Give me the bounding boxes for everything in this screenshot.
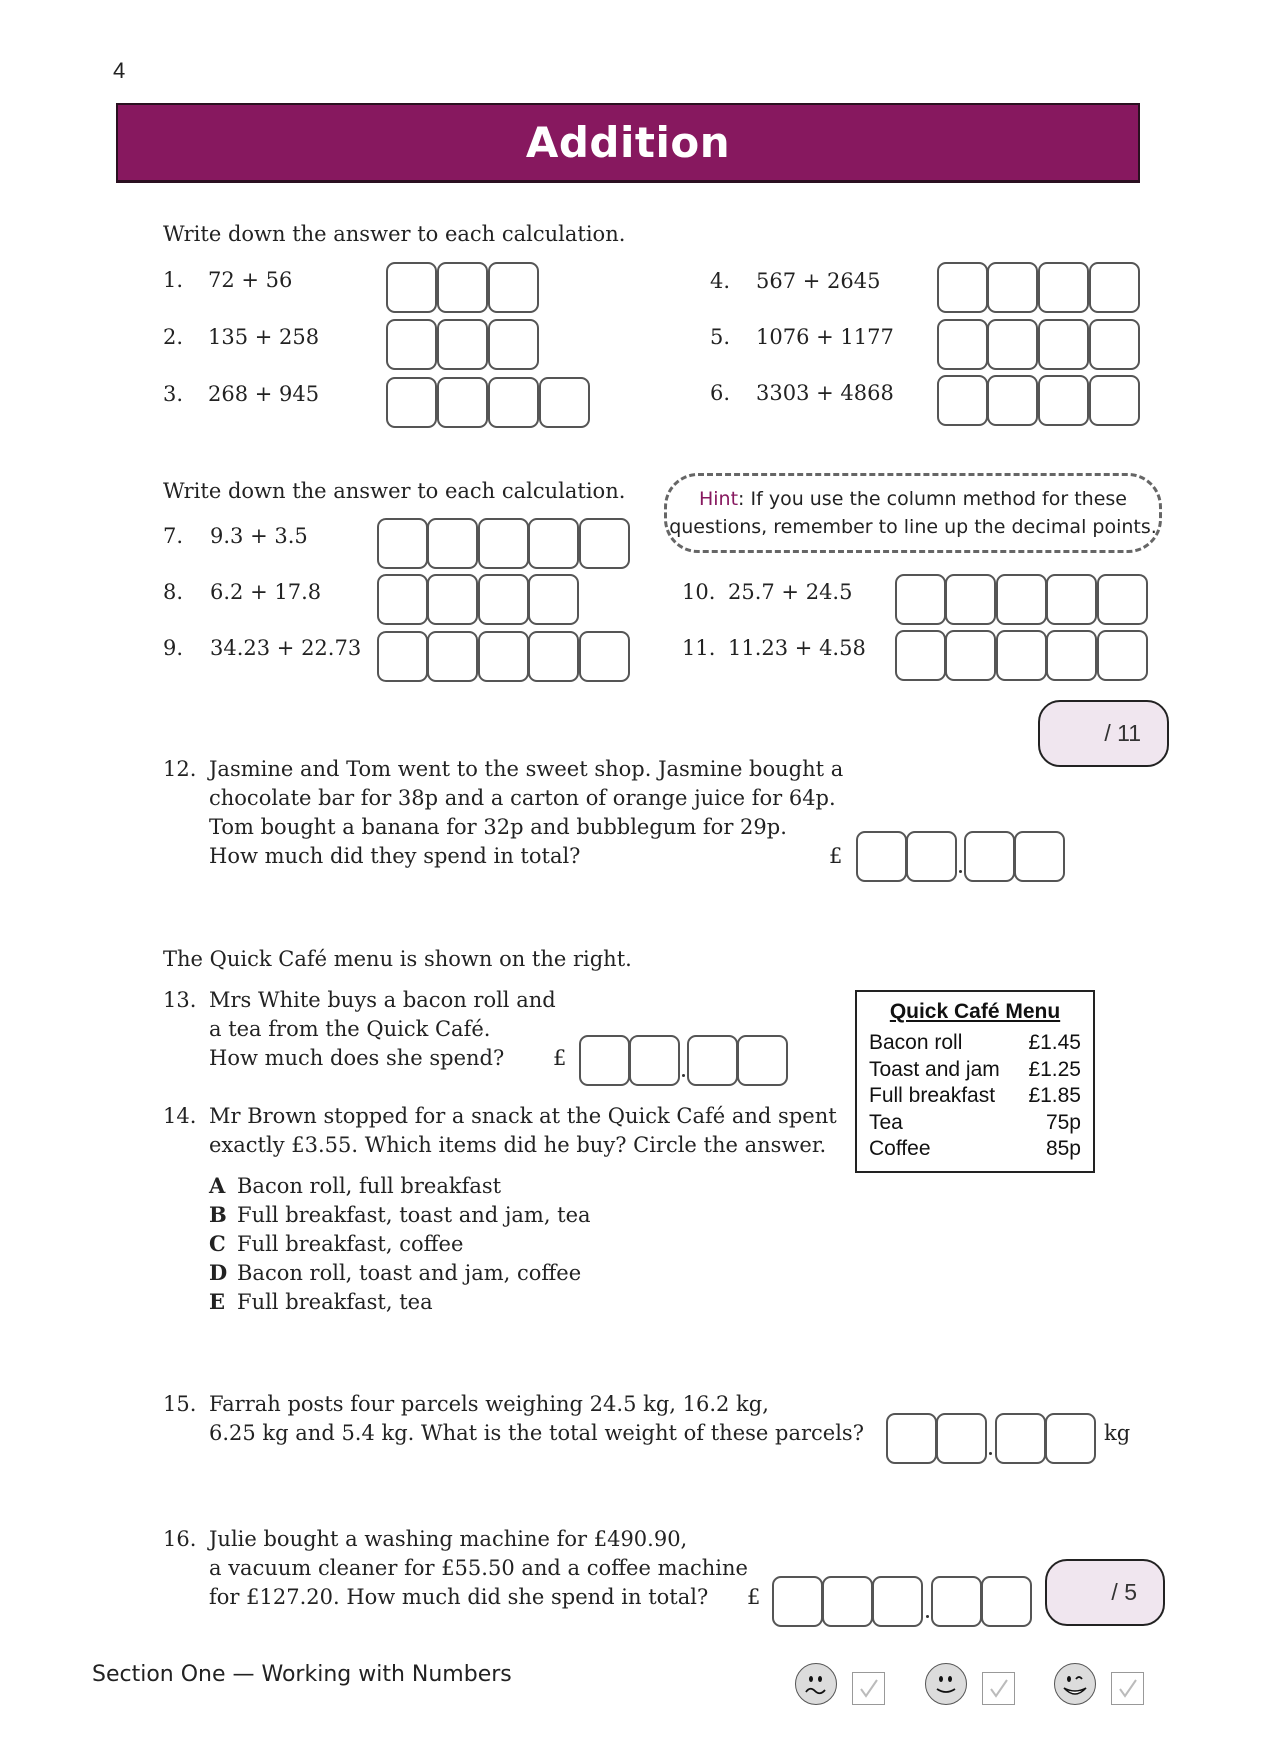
- q4-expression: 567 + 2645: [756, 269, 881, 293]
- check-icon: [853, 1673, 884, 1704]
- answer-box[interactable]: [579, 518, 630, 569]
- answer-box[interactable]: [579, 1035, 630, 1086]
- q10-number: 10.: [682, 580, 716, 604]
- q6-number: 6.: [710, 381, 731, 405]
- answer-box[interactable]: [1014, 831, 1065, 882]
- q14-option-b[interactable]: B Full breakfast, toast and jam, tea: [209, 1202, 591, 1227]
- score-label: / 11: [1104, 720, 1141, 746]
- answer-box[interactable]: [937, 375, 988, 426]
- smile-face-icon: [925, 1663, 967, 1705]
- section1-instruction: Write down the answer to each calculation.: [163, 222, 626, 246]
- q8-expression: 6.2 + 17.8: [210, 580, 322, 604]
- answer-box[interactable]: [895, 574, 946, 625]
- q16-currency: £: [747, 1585, 761, 1609]
- answer-box[interactable]: [1089, 262, 1140, 313]
- answer-box[interactable]: [1097, 574, 1148, 625]
- answer-box[interactable]: [772, 1576, 823, 1627]
- answer-box[interactable]: [488, 319, 539, 370]
- answer-box[interactable]: [488, 377, 539, 428]
- score-box-section1[interactable]: [1038, 700, 1169, 767]
- answer-box[interactable]: [488, 262, 539, 313]
- q11-expression: 11.23 + 4.58: [728, 636, 866, 660]
- answer-box[interactable]: [1038, 262, 1089, 313]
- decimal-point: [959, 870, 962, 873]
- q5-number: 5.: [710, 325, 731, 349]
- worried-face-icon: [795, 1663, 837, 1705]
- answer-box[interactable]: [1046, 574, 1097, 625]
- q7-expression: 9.3 + 3.5: [210, 524, 308, 548]
- answer-box[interactable]: [528, 574, 579, 625]
- answer-box[interactable]: [945, 574, 996, 625]
- q11-number: 11.: [682, 636, 716, 660]
- hint-box: [664, 473, 1162, 553]
- answer-box[interactable]: [995, 1413, 1046, 1464]
- answer-box[interactable]: [1038, 319, 1089, 370]
- answer-box[interactable]: [427, 574, 478, 625]
- q12-line-2: chocolate bar for 38p and a carton of orange juice for 64p.: [209, 786, 836, 810]
- answer-box[interactable]: [629, 1035, 680, 1086]
- answer-box[interactable]: [579, 631, 630, 682]
- answer-box[interactable]: [996, 574, 1047, 625]
- q6-expression: 3303 + 4868: [756, 381, 894, 405]
- q1-expression: 72 + 56: [208, 268, 293, 292]
- q14-option-e[interactable]: E Full breakfast, tea: [209, 1289, 433, 1314]
- score-label: / 5: [1111, 1579, 1137, 1605]
- decimal-point: [926, 1615, 929, 1618]
- answer-box[interactable]: [987, 319, 1038, 370]
- cafe-menu: [855, 990, 1095, 1173]
- answer-box[interactable]: [895, 630, 946, 681]
- q16-line-2: a vacuum cleaner for £55.50 and a coffee machine: [209, 1556, 748, 1580]
- cafe-intro: The Quick Café menu is shown on the right.: [163, 947, 632, 971]
- answer-box[interactable]: [478, 631, 529, 682]
- answer-box[interactable]: [386, 377, 437, 428]
- footer-section-title: Section One — Working with Numbers: [92, 1662, 512, 1687]
- q15-number: 15.: [163, 1392, 197, 1416]
- decimal-point: [682, 1074, 685, 1077]
- q14-option-a[interactable]: A Bacon roll, full breakfast: [209, 1173, 502, 1198]
- q15-line-1: Farrah posts four parcels weighing 24.5 kg, 16.2 kg,: [209, 1392, 769, 1416]
- answer-box[interactable]: [427, 631, 478, 682]
- q2-expression: 135 + 258: [208, 325, 320, 349]
- answer-box[interactable]: [377, 631, 428, 682]
- answer-box[interactable]: [1097, 630, 1148, 681]
- answer-box[interactable]: [386, 319, 437, 370]
- page-title: Addition: [525, 118, 731, 167]
- q3-expression: 268 + 945: [208, 382, 320, 406]
- q1-number: 1.: [163, 268, 184, 292]
- menu-item: Full breakfast £1.85: [869, 1084, 1081, 1107]
- q10-expression: 25.7 + 24.5: [728, 580, 853, 604]
- answer-box[interactable]: [478, 574, 529, 625]
- answer-box[interactable]: [886, 1413, 937, 1464]
- q7-number: 7.: [163, 524, 184, 548]
- q16-line-1: Julie bought a washing machine for £490.90,: [209, 1527, 688, 1551]
- answer-box[interactable]: [987, 262, 1038, 313]
- answer-box[interactable]: [987, 375, 1038, 426]
- q15-line-2: 6.25 kg and 5.4 kg. What is the total weight of these parcels?: [209, 1421, 864, 1445]
- hint-line-1: Hint: If you use the column method for these: [698, 488, 1127, 510]
- confidence-checkbox-high[interactable]: [1111, 1672, 1144, 1705]
- answer-box[interactable]: [822, 1576, 873, 1627]
- menu-item: Toast and jam £1.25: [869, 1057, 1081, 1081]
- page-number: 4: [113, 58, 126, 83]
- answer-box[interactable]: [437, 319, 488, 370]
- q13-line-1: Mrs White buys a bacon roll and: [209, 988, 556, 1012]
- answer-box[interactable]: [1045, 1413, 1096, 1464]
- answer-box[interactable]: [937, 262, 988, 313]
- menu-item: Bacon roll £1.45: [869, 1031, 1081, 1054]
- q12-line-4: How much did they spend in total?: [209, 844, 581, 868]
- answer-box[interactable]: [906, 831, 957, 882]
- answer-box[interactable]: [1089, 319, 1140, 370]
- q9-expression: 34.23 + 22.73: [210, 636, 362, 660]
- hint-label: Hint: [698, 488, 739, 510]
- q13-line-3: How much does she spend?: [209, 1046, 505, 1070]
- q12-line-1: Jasmine and Tom went to the sweet shop. Jasmine bought a: [209, 757, 844, 781]
- confidence-checkbox-low[interactable]: [852, 1672, 885, 1705]
- answer-box[interactable]: [872, 1576, 923, 1627]
- score-box-section2[interactable]: [1045, 1559, 1165, 1626]
- menu-item: Coffee 85p: [869, 1137, 1081, 1160]
- q13-number: 13.: [163, 988, 197, 1012]
- q14-number: 14.: [163, 1104, 197, 1128]
- answer-box[interactable]: [937, 319, 988, 370]
- answer-box[interactable]: [996, 630, 1047, 681]
- menu-item: Tea 75p: [869, 1110, 1081, 1134]
- answer-box[interactable]: [687, 1035, 738, 1086]
- answer-box[interactable]: [437, 377, 488, 428]
- q14-line-2: exactly £3.55. Which items did he buy? Circle the answer.: [209, 1133, 827, 1157]
- answer-box[interactable]: [931, 1576, 982, 1627]
- section2-instruction: Write down the answer to each calculation.: [163, 479, 626, 503]
- page-title-bar: [116, 103, 1140, 183]
- q12-line-3: Tom bought a banana for 32p and bubblegum for 29p.: [209, 815, 787, 839]
- menu-title: Quick Café Menu: [889, 1000, 1061, 1023]
- decimal-point: [989, 1452, 992, 1455]
- q2-number: 2.: [163, 325, 184, 349]
- answer-box[interactable]: [964, 831, 1015, 882]
- answer-box[interactable]: [427, 518, 478, 569]
- q14-option-c[interactable]: C Full breakfast, coffee: [209, 1231, 464, 1256]
- confidence-checkbox-medium[interactable]: [982, 1672, 1015, 1705]
- q12-number: 12.: [163, 757, 197, 781]
- answer-box[interactable]: [478, 518, 529, 569]
- answer-box[interactable]: [1038, 375, 1089, 426]
- answer-box[interactable]: [386, 262, 437, 313]
- q9-number: 9.: [163, 636, 184, 660]
- q12-currency: £: [829, 844, 843, 868]
- answer-box[interactable]: [936, 1413, 987, 1464]
- q14-line-1: Mr Brown stopped for a snack at the Quick Café and spent: [209, 1104, 837, 1128]
- answer-box[interactable]: [528, 518, 579, 569]
- answer-box[interactable]: [1046, 630, 1097, 681]
- q16-line-3: for £127.20. How much did she spend in total?: [209, 1585, 709, 1609]
- q4-number: 4.: [710, 269, 731, 293]
- answer-box[interactable]: [528, 631, 579, 682]
- q5-expression: 1076 + 1177: [756, 325, 894, 349]
- answer-box[interactable]: [856, 831, 907, 882]
- answer-box[interactable]: [377, 574, 428, 625]
- q13-line-2: a tea from the Quick Café.: [209, 1017, 491, 1041]
- q8-number: 8.: [163, 580, 184, 604]
- answer-box[interactable]: [981, 1576, 1032, 1627]
- answer-box[interactable]: [945, 630, 996, 681]
- q13-currency: £: [553, 1046, 567, 1070]
- wink-face-icon: [1054, 1663, 1096, 1705]
- answer-box[interactable]: [377, 518, 428, 569]
- answer-box[interactable]: [1089, 375, 1140, 426]
- answer-box[interactable]: [539, 377, 590, 428]
- answer-box[interactable]: [737, 1035, 788, 1086]
- answer-box[interactable]: [437, 262, 488, 313]
- check-icon: [983, 1673, 1014, 1704]
- q15-unit: kg: [1104, 1421, 1131, 1445]
- hint-line-2: questions, remember to line up the decimal points.: [669, 516, 1157, 538]
- q3-number: 3.: [163, 382, 184, 406]
- q14-option-d[interactable]: D Bacon roll, toast and jam, coffee: [209, 1260, 582, 1285]
- q16-number: 16.: [163, 1527, 197, 1551]
- check-icon: [1112, 1673, 1143, 1704]
